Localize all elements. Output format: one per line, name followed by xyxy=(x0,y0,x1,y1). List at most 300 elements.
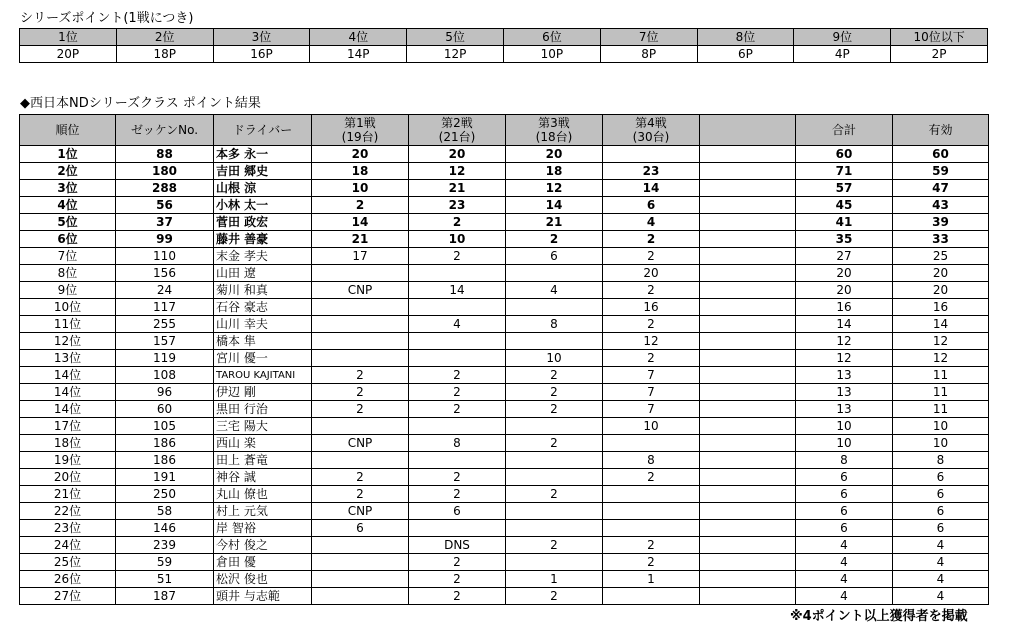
table-row xyxy=(20,180,989,197)
cell-blank xyxy=(700,163,796,180)
cell-number: 99 xyxy=(116,231,214,248)
cell-blank xyxy=(700,469,796,486)
cell-driver: 三宅 陽大 xyxy=(214,418,312,435)
footnote: ※4ポイント以上獲得者を掲載 xyxy=(790,609,968,624)
cell-r1 xyxy=(312,571,409,588)
cell-number: 108 xyxy=(116,367,214,384)
table-row xyxy=(20,401,989,418)
cell-total: 13 xyxy=(796,401,893,418)
cell-total: 10 xyxy=(796,435,893,452)
cell-number: 60 xyxy=(116,401,214,418)
cell-driver: 黒田 行治 xyxy=(214,401,312,418)
header-round-1-entries: (19台) xyxy=(341,130,379,144)
cell-number: 119 xyxy=(116,350,214,367)
cell-r2: 21 xyxy=(409,180,506,197)
cell-total: 35 xyxy=(796,231,893,248)
cell-r2: 12 xyxy=(409,163,506,180)
cell-r4 xyxy=(603,486,700,503)
results-table xyxy=(19,114,989,605)
cell-r2: DNS xyxy=(409,537,506,554)
cell-number: 255 xyxy=(116,316,214,333)
cell-r3 xyxy=(506,452,603,469)
cell-total: 13 xyxy=(796,367,893,384)
cell-r3: 2 xyxy=(506,537,603,554)
cell-driver: 今村 俊之 xyxy=(214,537,312,554)
cell-driver: 山根 涼 xyxy=(214,180,312,197)
cell-r4: 7 xyxy=(603,367,700,384)
cell-rank: 19位 xyxy=(20,452,116,469)
cell-r4: 10 xyxy=(603,418,700,435)
cell-r2: 2 xyxy=(409,469,506,486)
cell-effective: 4 xyxy=(893,588,989,605)
cell-effective: 4 xyxy=(893,554,989,571)
cell-rank: 18位 xyxy=(20,435,116,452)
series-place-cell: 10位以下 xyxy=(891,29,988,46)
cell-number: 187 xyxy=(116,588,214,605)
cell-r1 xyxy=(312,316,409,333)
cell-total: 60 xyxy=(796,146,893,163)
cell-driver: 丸山 僚也 xyxy=(214,486,312,503)
cell-effective: 33 xyxy=(893,231,989,248)
cell-total: 12 xyxy=(796,333,893,350)
cell-r3: 2 xyxy=(506,401,603,418)
cell-r1: 2 xyxy=(312,384,409,401)
cell-r4 xyxy=(603,435,700,452)
cell-driver: 本多 永一 xyxy=(214,146,312,163)
cell-r4: 4 xyxy=(603,214,700,231)
cell-number: 157 xyxy=(116,333,214,350)
cell-r4: 12 xyxy=(603,333,700,350)
series-place-cell: 7位 xyxy=(600,29,697,46)
series-place-cell: 2位 xyxy=(116,29,213,46)
cell-r4 xyxy=(603,520,700,537)
table-row xyxy=(20,571,989,588)
table-row xyxy=(20,503,989,520)
cell-r3: 21 xyxy=(506,214,603,231)
series-points-values-row xyxy=(20,46,988,63)
cell-r1: CNP xyxy=(312,435,409,452)
table-row xyxy=(20,214,989,231)
cell-r1: 2 xyxy=(312,197,409,214)
cell-r3 xyxy=(506,299,603,316)
series-place-cell: 6位 xyxy=(503,29,600,46)
cell-blank xyxy=(700,299,796,316)
table-row xyxy=(20,486,989,503)
cell-blank xyxy=(700,333,796,350)
cell-r1: 2 xyxy=(312,486,409,503)
cell-blank xyxy=(700,180,796,197)
cell-r2: 23 xyxy=(409,197,506,214)
cell-number: 186 xyxy=(116,435,214,452)
cell-blank xyxy=(700,146,796,163)
cell-number: 96 xyxy=(116,384,214,401)
header-round-3-entries: (18台) xyxy=(535,130,573,144)
cell-effective: 6 xyxy=(893,469,989,486)
cell-rank: 14位 xyxy=(20,384,116,401)
cell-r3: 4 xyxy=(506,282,603,299)
cell-effective: 39 xyxy=(893,214,989,231)
header-blank xyxy=(700,115,796,146)
cell-r3 xyxy=(506,418,603,435)
table-row xyxy=(20,418,989,435)
cell-r1 xyxy=(312,350,409,367)
cell-r2 xyxy=(409,265,506,282)
cell-r1 xyxy=(312,299,409,316)
header-round-4-name: 第4戦 xyxy=(635,116,667,130)
cell-effective: 14 xyxy=(893,316,989,333)
cell-number: 105 xyxy=(116,418,214,435)
cell-total: 13 xyxy=(796,384,893,401)
cell-r2 xyxy=(409,333,506,350)
cell-number: 180 xyxy=(116,163,214,180)
cell-r4: 1 xyxy=(603,571,700,588)
cell-driver: 岸 智裕 xyxy=(214,520,312,537)
cell-number: 288 xyxy=(116,180,214,197)
cell-driver: 神谷 誠 xyxy=(214,469,312,486)
cell-r2: 2 xyxy=(409,367,506,384)
cell-r2: 2 xyxy=(409,401,506,418)
cell-r2: 20 xyxy=(409,146,506,163)
cell-r3: 14 xyxy=(506,197,603,214)
cell-r1: CNP xyxy=(312,503,409,520)
cell-r2: 2 xyxy=(409,588,506,605)
cell-effective: 20 xyxy=(893,265,989,282)
table-row xyxy=(20,384,989,401)
cell-r4: 2 xyxy=(603,350,700,367)
series-points-cell: 8P xyxy=(600,46,697,63)
cell-total: 27 xyxy=(796,248,893,265)
series-place-cell: 4位 xyxy=(310,29,407,46)
header-round-2 xyxy=(409,115,506,146)
cell-r4: 8 xyxy=(603,452,700,469)
header-number: ゼッケンNo. xyxy=(116,115,214,146)
cell-driver: 西山 楽 xyxy=(214,435,312,452)
cell-effective: 11 xyxy=(893,367,989,384)
cell-r3 xyxy=(506,520,603,537)
table-row xyxy=(20,316,989,333)
cell-blank xyxy=(700,231,796,248)
cell-rank: 14位 xyxy=(20,401,116,418)
cell-effective: 59 xyxy=(893,163,989,180)
cell-r1: 14 xyxy=(312,214,409,231)
cell-r3: 2 xyxy=(506,384,603,401)
cell-driver: 松沢 俊也 xyxy=(214,571,312,588)
cell-r3 xyxy=(506,333,603,350)
series-points-cell: 12P xyxy=(407,46,504,63)
cell-r2 xyxy=(409,299,506,316)
cell-r2: 2 xyxy=(409,571,506,588)
cell-effective: 25 xyxy=(893,248,989,265)
cell-total: 8 xyxy=(796,452,893,469)
cell-rank: 14位 xyxy=(20,367,116,384)
cell-r4: 2 xyxy=(603,282,700,299)
series-points-cell: 16P xyxy=(213,46,310,63)
table-row xyxy=(20,248,989,265)
cell-r4: 7 xyxy=(603,384,700,401)
table-row xyxy=(20,435,989,452)
series-points-cell: 10P xyxy=(503,46,600,63)
cell-number: 191 xyxy=(116,469,214,486)
cell-r3: 2 xyxy=(506,367,603,384)
cell-r3: 2 xyxy=(506,486,603,503)
cell-total: 41 xyxy=(796,214,893,231)
series-points-cell: 6P xyxy=(697,46,794,63)
table-row xyxy=(20,520,989,537)
table-row xyxy=(20,231,989,248)
cell-number: 56 xyxy=(116,197,214,214)
header-round-1-name: 第1戦 xyxy=(344,116,376,130)
cell-r1: 10 xyxy=(312,180,409,197)
table-row xyxy=(20,333,989,350)
cell-rank: 6位 xyxy=(20,231,116,248)
cell-effective: 47 xyxy=(893,180,989,197)
header-round-4 xyxy=(603,115,700,146)
cell-r4: 6 xyxy=(603,197,700,214)
cell-driver: 田上 蒼竜 xyxy=(214,452,312,469)
cell-total: 6 xyxy=(796,503,893,520)
cell-total: 6 xyxy=(796,520,893,537)
cell-r2: 14 xyxy=(409,282,506,299)
cell-rank: 13位 xyxy=(20,350,116,367)
cell-blank xyxy=(700,418,796,435)
cell-effective: 11 xyxy=(893,384,989,401)
cell-r1 xyxy=(312,333,409,350)
cell-effective: 6 xyxy=(893,486,989,503)
cell-total: 16 xyxy=(796,299,893,316)
cell-total: 6 xyxy=(796,486,893,503)
cell-rank: 3位 xyxy=(20,180,116,197)
cell-effective: 16 xyxy=(893,299,989,316)
cell-r4: 2 xyxy=(603,537,700,554)
table-row xyxy=(20,350,989,367)
cell-rank: 8位 xyxy=(20,265,116,282)
cell-r4: 16 xyxy=(603,299,700,316)
cell-number: 156 xyxy=(116,265,214,282)
table-row xyxy=(20,469,989,486)
cell-r2: 4 xyxy=(409,316,506,333)
cell-rank: 24位 xyxy=(20,537,116,554)
cell-total: 4 xyxy=(796,571,893,588)
table-row xyxy=(20,163,989,180)
cell-blank xyxy=(700,384,796,401)
cell-r3: 1 xyxy=(506,571,603,588)
table-row xyxy=(20,265,989,282)
cell-r4: 2 xyxy=(603,554,700,571)
cell-blank xyxy=(700,571,796,588)
cell-effective: 10 xyxy=(893,435,989,452)
cell-total: 12 xyxy=(796,350,893,367)
cell-total: 71 xyxy=(796,163,893,180)
cell-r4: 2 xyxy=(603,469,700,486)
cell-r1: 20 xyxy=(312,146,409,163)
cell-blank xyxy=(700,265,796,282)
cell-number: 239 xyxy=(116,537,214,554)
header-round-1 xyxy=(312,115,409,146)
cell-r1 xyxy=(312,418,409,435)
cell-r2 xyxy=(409,520,506,537)
table-row xyxy=(20,146,989,163)
cell-rank: 12位 xyxy=(20,333,116,350)
cell-number: 59 xyxy=(116,554,214,571)
cell-effective: 6 xyxy=(893,503,989,520)
cell-rank: 20位 xyxy=(20,469,116,486)
cell-blank xyxy=(700,214,796,231)
results-title: ◆西日本NDシリーズクラス ポイント結果 xyxy=(20,96,261,111)
cell-r2: 2 xyxy=(409,248,506,265)
cell-effective: 4 xyxy=(893,537,989,554)
cell-driver: 村上 元気 xyxy=(214,503,312,520)
cell-r3: 6 xyxy=(506,248,603,265)
cell-r4: 23 xyxy=(603,163,700,180)
cell-driver: 石谷 豪志 xyxy=(214,299,312,316)
cell-r4 xyxy=(603,503,700,520)
cell-rank: 26位 xyxy=(20,571,116,588)
cell-r1 xyxy=(312,537,409,554)
header-round-4-entries: (30台) xyxy=(632,130,670,144)
results-header-row xyxy=(20,115,989,146)
cell-r2 xyxy=(409,452,506,469)
cell-r2: 2 xyxy=(409,486,506,503)
header-round-3-name: 第3戦 xyxy=(538,116,570,130)
series-points-title: シリーズポイント(1戦につき) xyxy=(20,11,194,26)
table-row xyxy=(20,299,989,316)
cell-rank: 4位 xyxy=(20,197,116,214)
series-place-cell: 3位 xyxy=(213,29,310,46)
cell-r2: 2 xyxy=(409,554,506,571)
cell-effective: 12 xyxy=(893,333,989,350)
cell-r2 xyxy=(409,350,506,367)
cell-driver: 倉田 優 xyxy=(214,554,312,571)
cell-r3 xyxy=(506,554,603,571)
cell-effective: 8 xyxy=(893,452,989,469)
header-driver: ドライバー xyxy=(214,115,312,146)
cell-r4: 20 xyxy=(603,265,700,282)
cell-r2: 8 xyxy=(409,435,506,452)
cell-r4: 2 xyxy=(603,316,700,333)
cell-r1: 6 xyxy=(312,520,409,537)
cell-r3: 20 xyxy=(506,146,603,163)
cell-number: 110 xyxy=(116,248,214,265)
cell-r2: 6 xyxy=(409,503,506,520)
cell-r3: 2 xyxy=(506,588,603,605)
cell-total: 45 xyxy=(796,197,893,214)
cell-blank xyxy=(700,197,796,214)
cell-blank xyxy=(700,537,796,554)
cell-effective: 6 xyxy=(893,520,989,537)
cell-r4: 2 xyxy=(603,248,700,265)
cell-driver: 山川 幸夫 xyxy=(214,316,312,333)
cell-blank xyxy=(700,452,796,469)
series-points-places-row xyxy=(20,29,988,46)
cell-rank: 21位 xyxy=(20,486,116,503)
cell-r1 xyxy=(312,554,409,571)
cell-driver: 末金 孝夫 xyxy=(214,248,312,265)
cell-blank xyxy=(700,520,796,537)
cell-driver: 吉田 郷史 xyxy=(214,163,312,180)
cell-r1: 17 xyxy=(312,248,409,265)
cell-rank: 27位 xyxy=(20,588,116,605)
cell-number: 88 xyxy=(116,146,214,163)
cell-number: 51 xyxy=(116,571,214,588)
cell-driver: 小林 太一 xyxy=(214,197,312,214)
header-rank: 順位 xyxy=(20,115,116,146)
cell-r3: 18 xyxy=(506,163,603,180)
cell-driver: 菊川 和真 xyxy=(214,282,312,299)
cell-r2 xyxy=(409,418,506,435)
cell-total: 4 xyxy=(796,537,893,554)
cell-blank xyxy=(700,503,796,520)
cell-blank xyxy=(700,316,796,333)
cell-r2: 10 xyxy=(409,231,506,248)
cell-r1 xyxy=(312,265,409,282)
cell-total: 57 xyxy=(796,180,893,197)
series-points-cell: 18P xyxy=(116,46,213,63)
header-round-2-name: 第2戦 xyxy=(441,116,473,130)
cell-rank: 23位 xyxy=(20,520,116,537)
cell-effective: 60 xyxy=(893,146,989,163)
series-points-cell: 2P xyxy=(891,46,988,63)
cell-rank: 2位 xyxy=(20,163,116,180)
cell-driver: 橋本 隼 xyxy=(214,333,312,350)
cell-total: 4 xyxy=(796,588,893,605)
cell-r3: 12 xyxy=(506,180,603,197)
series-points-cell: 4P xyxy=(794,46,891,63)
cell-blank xyxy=(700,486,796,503)
cell-r4: 7 xyxy=(603,401,700,418)
header-effective: 有効 xyxy=(893,115,989,146)
cell-rank: 25位 xyxy=(20,554,116,571)
cell-r4 xyxy=(603,146,700,163)
series-points-table xyxy=(19,28,988,63)
cell-number: 117 xyxy=(116,299,214,316)
cell-r1: 2 xyxy=(312,401,409,418)
table-row xyxy=(20,588,989,605)
cell-number: 250 xyxy=(116,486,214,503)
cell-r1: CNP xyxy=(312,282,409,299)
cell-blank xyxy=(700,282,796,299)
series-points-cell: 20P xyxy=(20,46,117,63)
cell-effective: 12 xyxy=(893,350,989,367)
table-row xyxy=(20,537,989,554)
cell-number: 24 xyxy=(116,282,214,299)
cell-rank: 7位 xyxy=(20,248,116,265)
cell-effective: 10 xyxy=(893,418,989,435)
cell-rank: 10位 xyxy=(20,299,116,316)
cell-r1: 2 xyxy=(312,367,409,384)
cell-rank: 11位 xyxy=(20,316,116,333)
cell-number: 146 xyxy=(116,520,214,537)
cell-r3: 2 xyxy=(506,231,603,248)
cell-blank xyxy=(700,350,796,367)
table-row xyxy=(20,197,989,214)
cell-driver: 伊辺 剛 xyxy=(214,384,312,401)
header-round-2-entries: (21台) xyxy=(438,130,476,144)
table-row xyxy=(20,367,989,384)
cell-blank xyxy=(700,248,796,265)
cell-number: 186 xyxy=(116,452,214,469)
cell-rank: 17位 xyxy=(20,418,116,435)
cell-blank xyxy=(700,435,796,452)
cell-driver: 藤井 善豪 xyxy=(214,231,312,248)
cell-blank xyxy=(700,401,796,418)
cell-driver: 菅田 政宏 xyxy=(214,214,312,231)
cell-blank xyxy=(700,367,796,384)
cell-number: 58 xyxy=(116,503,214,520)
table-row xyxy=(20,282,989,299)
cell-r2: 2 xyxy=(409,384,506,401)
cell-total: 20 xyxy=(796,265,893,282)
cell-rank: 9位 xyxy=(20,282,116,299)
